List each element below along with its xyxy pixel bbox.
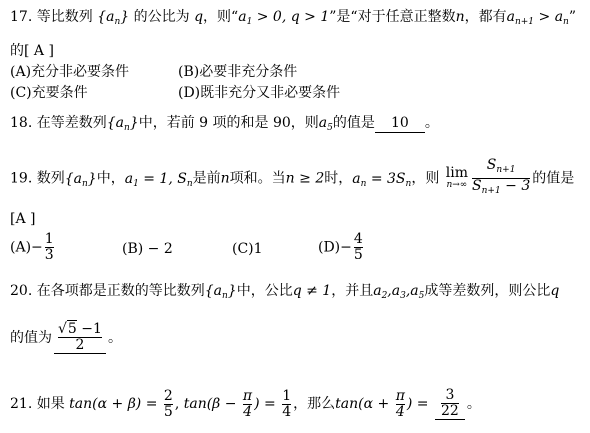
q21-answer: $\frac{3}{22}$ — [435, 388, 465, 420]
q19-text-g: 的值是 — [532, 170, 575, 187]
q18-text-c: 的值是 — [332, 115, 375, 131]
q17-q: q — [194, 9, 204, 25]
q20-text-e: 的值为 — [10, 330, 52, 346]
q19-an: $a_n = 3S_n$ — [352, 170, 412, 189]
q17-option-b: (B)必要非充分条件 — [178, 64, 298, 80]
q17-number: 17. — [10, 9, 33, 25]
q19-text-a: 数列 — [36, 170, 65, 187]
question-20 — [10, 282, 559, 305]
q19-text-d: 项和。当 — [229, 170, 286, 187]
q21-tan2-close: ) = — [254, 396, 281, 412]
q17-option-c: (C)充要条件 — [10, 85, 88, 101]
q21-tan3: tan(α + — [335, 396, 394, 412]
q21-number: 21. — [10, 396, 33, 412]
q19-text-b: 中， — [96, 170, 125, 187]
q18-answer: 10 — [375, 114, 425, 133]
q19-seq: $\{a_n\}$ — [64, 170, 97, 189]
q19-option-c: (C)1 — [232, 241, 263, 257]
q17-text-b: 的公比为 — [133, 9, 190, 25]
q20-text-c: ，并且 — [331, 283, 374, 299]
q21-text-c: 。 — [466, 396, 481, 412]
q19-number: 19. — [10, 170, 33, 187]
q20-terms: $a_2,a_3,a_5$ — [373, 283, 425, 301]
q19-option-b: (B) − 2 — [122, 241, 173, 257]
q17-option-a: (A)充分非必要条件 — [10, 64, 130, 80]
q19-limit: lim n→∞ — [445, 164, 469, 190]
q18-text-a: 在等差数列 — [36, 115, 107, 131]
question-21 — [10, 388, 481, 420]
q21-tan1: tan(α + β) = — [69, 396, 162, 412]
q20-text-b: 中，公比 — [236, 283, 293, 299]
q18-number: 18. — [10, 115, 33, 131]
q19-a1: $a_1 = 1$, $S_n$ — [124, 170, 193, 189]
q19-option-d: (D)− $\frac{4}{5}$ — [318, 231, 363, 263]
q20-text-d: 成等差数列，则公比 — [424, 283, 551, 299]
q20-answer-line — [10, 322, 122, 354]
q20-answer: $\frac{√5 -1}{2}$ — [54, 322, 106, 354]
q21-pi-fraction-2: $\frac{\pi}{4}$ — [395, 387, 405, 420]
q20-number: 20. — [10, 283, 33, 299]
q17-text-a: 等比数列 — [36, 9, 93, 25]
q17-answer-bracket: 的[ A ] — [10, 43, 54, 59]
q17-option-d: (D)既非充分又非必要条件 — [178, 85, 341, 101]
q20-text-a: 在各项都是正数的等比数列 — [36, 283, 205, 299]
q19-option-a: (A)− $\frac{1}{3}$ — [10, 231, 54, 263]
q19-n: n — [220, 170, 230, 187]
q17-text-d: ”是“对于任意正整数 — [329, 9, 456, 25]
q20-condition: q ≠ 1 — [292, 283, 332, 299]
q17-text-c: ，则“ — [203, 9, 239, 25]
q21-tan3-close: ) = — [406, 396, 433, 412]
q21-tan2: tan(β − — [183, 396, 241, 412]
q18-seq: $\{a_n\}$ — [106, 115, 139, 133]
q18-text-b: 中，若前 9 项的和是 90，则 — [138, 115, 319, 131]
q17-text-e: ，都有 — [464, 9, 507, 25]
q21-pi-fraction-1: $\frac{\pi}{4}$ — [242, 387, 253, 420]
question-19 — [10, 158, 574, 199]
q18-a5: $a_5$ — [318, 115, 333, 133]
q19-text-e: 时， — [324, 170, 353, 187]
q20-seq: $\{a_n\}$ — [204, 283, 237, 301]
q18-text-d: 。 — [424, 115, 439, 131]
q19-text-f: ，则 — [411, 170, 440, 187]
q17-seq: $\{a_n\}$ — [97, 9, 130, 27]
q20-q: q — [550, 283, 560, 299]
q17-text-f: ” — [568, 9, 577, 25]
question-18 — [10, 114, 439, 137]
q19-condition: n ≥ 2 — [285, 170, 325, 187]
question-17 — [10, 8, 576, 31]
q20-text-f: 。 — [107, 330, 122, 346]
q17-relation: $a_{n+1} > a_n$ — [506, 9, 569, 27]
q21-text-b: ，那么 — [293, 396, 336, 412]
q19-text-c: 是前 — [192, 170, 221, 187]
q21-separator: , — [174, 396, 184, 412]
q19-answer-bracket: [A ] — [10, 211, 36, 227]
q21-fraction-2: $\frac{1}{4}$ — [282, 387, 292, 420]
q19-fraction: $\frac{S_{n+1}}{S_{n+1} - 3}$ — [472, 158, 530, 199]
q21-text-a: 如果 — [36, 396, 65, 412]
q21-fraction-1: $\frac{2}{5}$ — [163, 387, 173, 420]
q17-n: n — [455, 9, 465, 25]
q17-condition: $a_1 > 0$, q > 1 — [238, 9, 330, 27]
